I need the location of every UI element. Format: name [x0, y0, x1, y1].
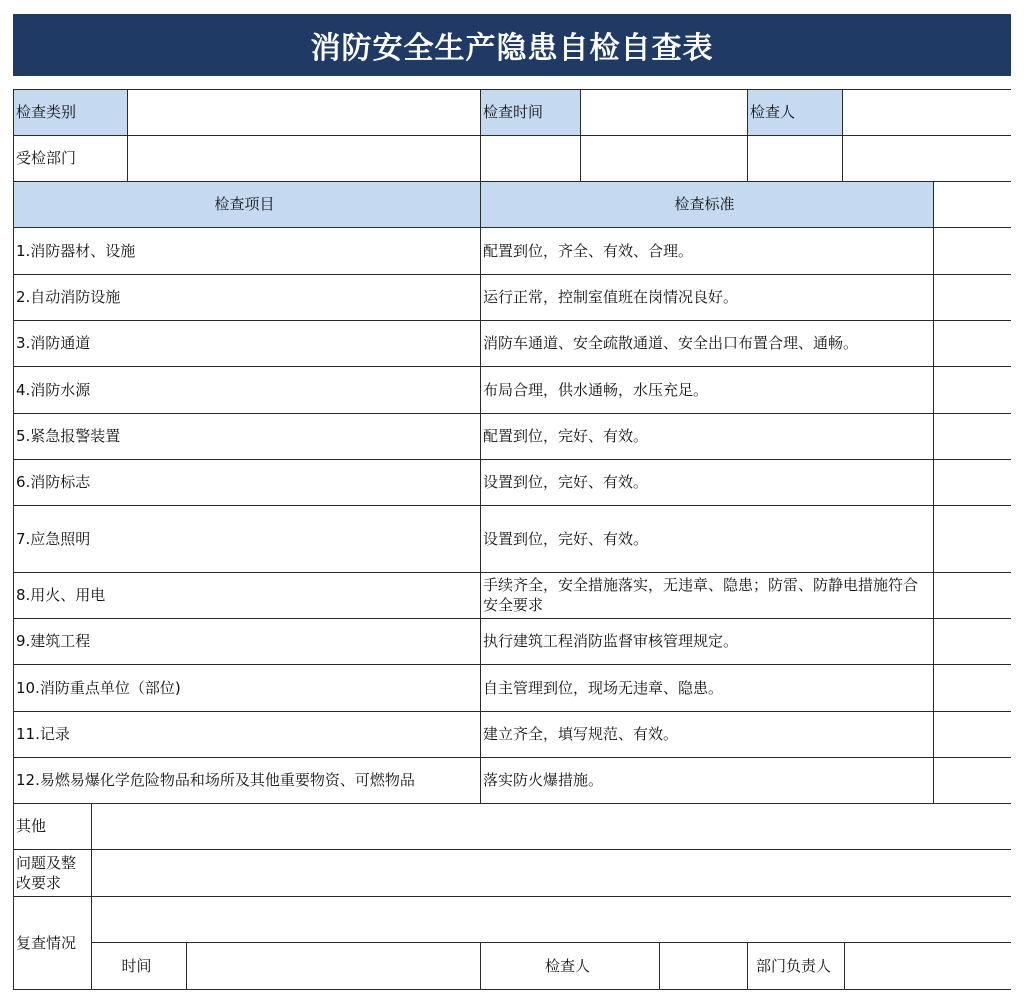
problems-label: 问题及整改要求: [16, 853, 77, 892]
row-10-standard: 自主管理到位，现场无违章、隐患。: [483, 678, 724, 697]
recheck-inspector-field[interactable]: [659, 942, 747, 989]
row-3-standard: 消防车通道、安全疏散通道、安全出口布置合理、通畅。: [483, 334, 859, 352]
row-2-result[interactable]: [933, 274, 1011, 320]
recheck-label: 复查情况: [16, 933, 77, 952]
category-label: 检查类别: [13, 89, 127, 135]
row-2-item: 2.自动消防设施: [16, 288, 121, 306]
form-title: 消防安全生产隐患自检自查表: [13, 14, 1011, 76]
row-8-standard: 手续齐全，安全措施落实，无违章、隐患；防雷、防静电措施符合安全要求: [483, 576, 919, 614]
row-9-item: 9.建筑工程: [16, 632, 91, 650]
row-3-item: 3.消防通道: [16, 334, 91, 352]
row-7-standard: 设置到位，完好、有效。: [483, 529, 649, 548]
row-10-item: 10.消防重点单位（部位): [16, 678, 181, 697]
row-1-item: 1.消防器材、设施: [16, 241, 136, 260]
result-header-cell: [933, 181, 1011, 227]
row-5-result[interactable]: [933, 413, 1011, 459]
row-4-standard: 布局合理，供水通畅，水压充足。: [483, 380, 709, 399]
row-6-result[interactable]: [933, 459, 1011, 505]
category-field[interactable]: [127, 89, 480, 135]
row-11-standard: 建立齐全，填写规范、有效。: [483, 725, 679, 743]
recheck-field[interactable]: [91, 896, 1011, 942]
inspection-time-label: 检查时间: [480, 89, 580, 135]
row-12-result[interactable]: [933, 757, 1011, 803]
other-field[interactable]: [91, 803, 1011, 849]
row-8-item: 8.用火、用电: [16, 586, 106, 604]
row-11-item: 11.记录: [16, 725, 70, 743]
row-11-result[interactable]: [933, 711, 1011, 757]
empty-cell[interactable]: [842, 135, 1011, 181]
row-1-result[interactable]: [933, 227, 1011, 274]
row-5-standard: 配置到位，完好、有效。: [483, 427, 649, 445]
row-12-item: 12.易燃易爆化学危险物品和场所及其他重要物资、可燃物品: [16, 771, 415, 789]
other-label: 其他: [16, 817, 47, 835]
row-7-item: 7.应急照明: [16, 529, 91, 548]
column-header-standard: 检查标准: [480, 181, 933, 227]
dept-field[interactable]: [127, 135, 480, 181]
inspection-time-field[interactable]: [580, 89, 747, 135]
row-2-standard: 运行正常，控制室值班在岗情况良好。: [483, 288, 739, 306]
empty-cell[interactable]: [747, 135, 842, 181]
row-6-item: 6.消防标志: [16, 473, 91, 491]
dept-head-field[interactable]: [844, 942, 1011, 989]
empty-cell[interactable]: [480, 135, 580, 181]
dept-label: 受检部门: [16, 149, 77, 167]
row-9-result[interactable]: [933, 618, 1011, 664]
empty-cell[interactable]: [580, 135, 747, 181]
row-8-result[interactable]: [933, 572, 1011, 618]
row-7-result[interactable]: [933, 505, 1011, 572]
dept-head-label: 部门负责人: [755, 956, 831, 975]
row-1-standard: 配置到位，齐全、有效、合理。: [483, 241, 694, 260]
recheck-time-label: 时间: [121, 956, 152, 975]
row-9-standard: 执行建筑工程消防监督审核管理规定。: [483, 632, 739, 650]
row-4-result[interactable]: [933, 366, 1011, 413]
row-6-standard: 设置到位，完好、有效。: [483, 473, 649, 491]
recheck-inspector-label: 检查人: [544, 956, 590, 975]
row-12-standard: 落实防火爆措施。: [483, 771, 604, 789]
inspector-label: 检查人: [747, 89, 842, 135]
recheck-time-field[interactable]: [186, 942, 480, 989]
column-header-item: 检查项目: [13, 181, 480, 227]
row-4-item: 4.消防水源: [16, 380, 91, 399]
problems-field[interactable]: [91, 849, 1011, 896]
inspector-field[interactable]: [842, 89, 1011, 135]
row-5-item: 5.紧急报警装置: [16, 427, 121, 445]
row-3-result[interactable]: [933, 320, 1011, 366]
row-10-result[interactable]: [933, 664, 1011, 711]
